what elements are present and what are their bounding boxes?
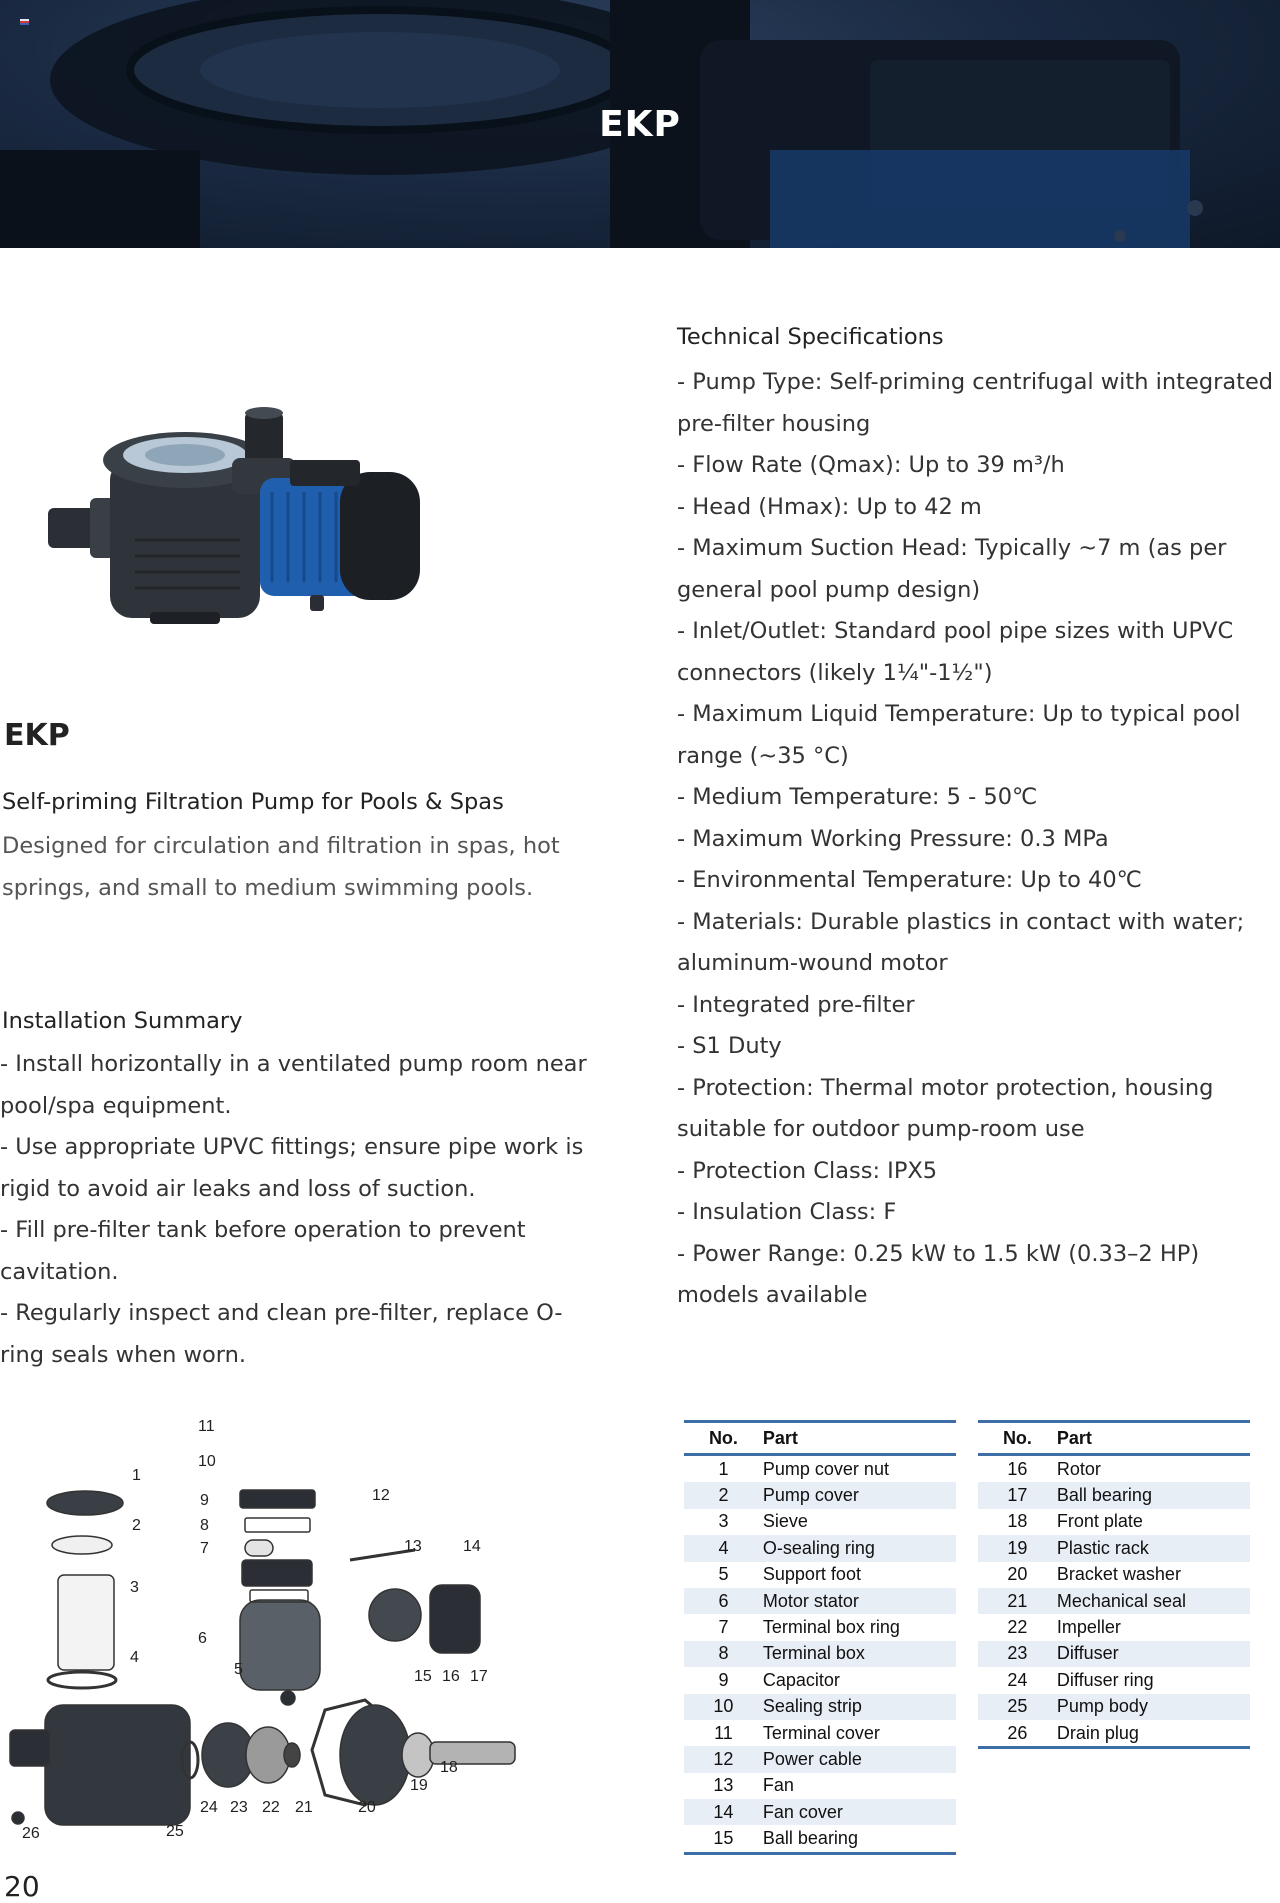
installation-item: - Install horizontally in a ventilated pump room near pool/spa equipment. <box>0 1051 587 1119</box>
diagram-label: 11 <box>198 1418 215 1435</box>
part-no: 6 <box>684 1588 763 1614</box>
spec-item: - Materials: Durable plastics in contact with water; aluminum-wound motor <box>677 908 1245 976</box>
diagram-label: 9 <box>200 1492 209 1509</box>
part-no: 1 <box>718 1458 729 1479</box>
table-row <box>978 1588 1250 1614</box>
diagram-label: 4 <box>130 1649 139 1666</box>
part-name: Rotor <box>1056 1458 1101 1479</box>
part-name: Pump body <box>1057 1694 1250 1720</box>
diagram-label: 8 <box>200 1517 209 1534</box>
table-row <box>684 1562 956 1588</box>
part-no: 3 <box>718 1511 729 1532</box>
part-no: 19 <box>978 1535 1057 1561</box>
table-row <box>684 1535 956 1561</box>
part-no: 7 <box>718 1617 729 1638</box>
part-name: Power cable <box>763 1746 956 1772</box>
product-subtitle: Self-priming Filtration Pump for Pools & Spas <box>2 789 504 815</box>
part-name: Impeller <box>1056 1617 1121 1638</box>
page-number: 20 <box>4 1870 40 1903</box>
table-row <box>978 1455 1250 1483</box>
part-no: 8 <box>684 1641 763 1667</box>
part-name: Drain plug <box>1056 1722 1139 1743</box>
spec-item: - Medium Temperature: 5 - 50℃ <box>677 784 1038 810</box>
table-row <box>684 1482 956 1508</box>
installation-list <box>0 1044 600 1376</box>
installation-heading: Installation Summary <box>2 1008 243 1034</box>
diagram-label: 13 <box>404 1538 422 1555</box>
part-name: Fan cover <box>763 1799 956 1825</box>
table-row <box>684 1773 956 1799</box>
table-row <box>978 1614 1250 1640</box>
part-name: Ball bearing <box>1057 1482 1250 1508</box>
part-name: Pump cover nut <box>762 1458 889 1479</box>
part-no: 25 <box>978 1694 1057 1720</box>
part-name: Pump cover <box>763 1482 956 1508</box>
diagram-label: 6 <box>198 1630 207 1647</box>
spec-item: - Inlet/Outlet: Standard pool pipe sizes with UPVC connectors (likely 1¼"-1½") <box>677 618 1234 686</box>
part-name: Terminal box ring <box>762 1617 900 1638</box>
table-header-row <box>978 1422 1250 1455</box>
part-no: 5 <box>718 1564 729 1585</box>
table-row <box>978 1641 1250 1667</box>
table-row <box>684 1455 956 1483</box>
column-header-part: Part <box>762 1427 798 1448</box>
installation-item: - Fill pre-filter tank before operation to prevent cavitation. <box>0 1217 526 1285</box>
diagram-label: 3 <box>130 1579 139 1596</box>
table-row <box>978 1694 1250 1720</box>
exploded-parts-diagram <box>0 1400 560 1860</box>
part-name: Front plate <box>1056 1511 1143 1532</box>
diagram-label: 18 <box>440 1759 458 1776</box>
part-no: 16 <box>1007 1458 1028 1479</box>
part-name: Diffuser <box>1057 1641 1250 1667</box>
diagram-label: 16 <box>442 1668 460 1685</box>
language-flag-icon[interactable] <box>20 19 29 25</box>
specifications-list <box>677 362 1277 1317</box>
spec-item: - Flow Rate (Qmax): Up to 39 m³/h <box>677 452 1065 478</box>
parts-table-left <box>684 1420 956 1855</box>
diagram-label: 24 <box>200 1799 218 1816</box>
table-row <box>684 1799 956 1825</box>
part-name: Sealing strip <box>763 1694 956 1720</box>
table-row <box>684 1614 956 1640</box>
diagram-label: 1 <box>132 1467 141 1484</box>
table-row <box>684 1720 956 1746</box>
spec-item: - Power Range: 0.25 kW to 1.5 kW (0.33–2 HP) models available <box>677 1240 1200 1308</box>
part-no: 24 <box>1007 1669 1028 1690</box>
diagram-label: 10 <box>198 1453 216 1470</box>
banner-title: EKP <box>599 104 681 145</box>
part-name: Motor stator <box>763 1588 956 1614</box>
diagram-label: 26 <box>22 1825 40 1842</box>
spec-item: - Environmental Temperature: Up to 40℃ <box>677 867 1142 893</box>
diagram-label: 21 <box>295 1799 313 1816</box>
diagram-label: 15 <box>414 1668 432 1685</box>
diagram-label: 22 <box>262 1799 280 1816</box>
part-no: 4 <box>684 1535 763 1561</box>
spec-item: - Pump Type: Self-priming centrifugal with integrated pre-filter housing <box>677 369 1274 437</box>
product-photo <box>40 400 460 650</box>
diagram-label: 23 <box>230 1799 248 1816</box>
diagram-label: 17 <box>470 1668 488 1685</box>
part-name: Capacitor <box>762 1669 840 1690</box>
part-no: 21 <box>978 1588 1057 1614</box>
part-no: 23 <box>978 1641 1057 1667</box>
part-name: Bracket washer <box>1056 1564 1181 1585</box>
diagram-label: 25 <box>166 1823 184 1840</box>
part-no: 15 <box>713 1828 734 1849</box>
part-name: Mechanical seal <box>1057 1588 1250 1614</box>
table-row <box>684 1641 956 1667</box>
diagram-label: 19 <box>410 1777 428 1794</box>
part-no: 18 <box>1007 1511 1028 1532</box>
part-no: 13 <box>713 1775 734 1796</box>
part-no: 20 <box>1007 1564 1028 1585</box>
column-header-no: No. <box>708 1427 738 1448</box>
product-name: EKP <box>4 718 70 753</box>
spec-item: - Insulation Class: F <box>677 1199 897 1225</box>
diagram-label: 14 <box>463 1538 481 1555</box>
spec-item: - Maximum Liquid Temperature: Up to typical pool range (~35 °C) <box>677 701 1241 769</box>
table-row <box>978 1535 1250 1561</box>
product-description: Designed for circulation and filtration in spas, hot springs, and small to medium swimming pools. <box>2 833 560 901</box>
diagram-label: 7 <box>200 1540 209 1557</box>
part-no: 22 <box>1007 1617 1028 1638</box>
part-name: Terminal cover <box>762 1722 880 1743</box>
part-no: 11 <box>714 1722 733 1743</box>
installation-item: - Regularly inspect and clean pre-filter, replace O-ring seals when worn. <box>0 1300 563 1368</box>
table-row <box>978 1562 1250 1588</box>
diagram-label: 5 <box>234 1661 243 1678</box>
table-row <box>684 1825 956 1853</box>
part-no: 17 <box>978 1482 1057 1508</box>
table-row <box>684 1588 956 1614</box>
parts-table-right <box>978 1420 1250 1749</box>
specifications-heading: Technical Specifications <box>677 324 944 350</box>
part-no: 9 <box>718 1669 729 1690</box>
table-row <box>978 1720 1250 1748</box>
spec-item: - Protection: Thermal motor protection, housing suitable for outdoor pump-room use <box>677 1074 1214 1142</box>
spec-item: - Protection Class: IPX5 <box>677 1157 938 1184</box>
spec-item: - S1 Duty <box>677 1033 782 1059</box>
column-header-part: Part <box>1056 1427 1092 1448</box>
part-name: Diffuser ring <box>1056 1669 1154 1690</box>
part-name: Plastic rack <box>1057 1535 1250 1561</box>
header-banner <box>0 0 1280 248</box>
table-row <box>684 1694 956 1720</box>
table-header-row <box>684 1422 956 1455</box>
table-row <box>684 1746 956 1772</box>
table-row <box>978 1667 1250 1693</box>
part-name: Support foot <box>762 1564 861 1585</box>
part-no: 12 <box>684 1746 763 1772</box>
part-name: O-sealing ring <box>763 1535 956 1561</box>
part-name: Terminal box <box>763 1641 956 1667</box>
part-name: Ball bearing <box>762 1828 858 1849</box>
spec-item: - Integrated pre-filter <box>677 991 915 1018</box>
part-no: 26 <box>1007 1722 1028 1743</box>
column-header-no: No. <box>1002 1427 1032 1448</box>
table-row <box>978 1509 1250 1535</box>
table-row <box>684 1667 956 1693</box>
spec-item: - Maximum Working Pressure: 0.3 MPa <box>677 825 1109 852</box>
part-no: 2 <box>684 1482 763 1508</box>
diagram-label: 12 <box>372 1487 390 1504</box>
spec-item: - Head (Hmax): Up to 42 m <box>677 493 982 520</box>
spec-item: - Maximum Suction Head: Typically ~7 m (as per general pool pump design) <box>677 535 1227 603</box>
part-name: Sieve <box>762 1511 808 1532</box>
table-row <box>684 1509 956 1535</box>
table-row <box>978 1482 1250 1508</box>
diagram-label: 2 <box>132 1517 141 1534</box>
part-name: Fan <box>762 1775 794 1796</box>
part-no: 14 <box>684 1799 763 1825</box>
part-no: 10 <box>684 1694 763 1720</box>
installation-item: - Use appropriate UPVC fittings; ensure pipe work is rigid to avoid air leaks and loss of suction. <box>0 1134 584 1202</box>
diagram-label: 20 <box>358 1799 376 1816</box>
